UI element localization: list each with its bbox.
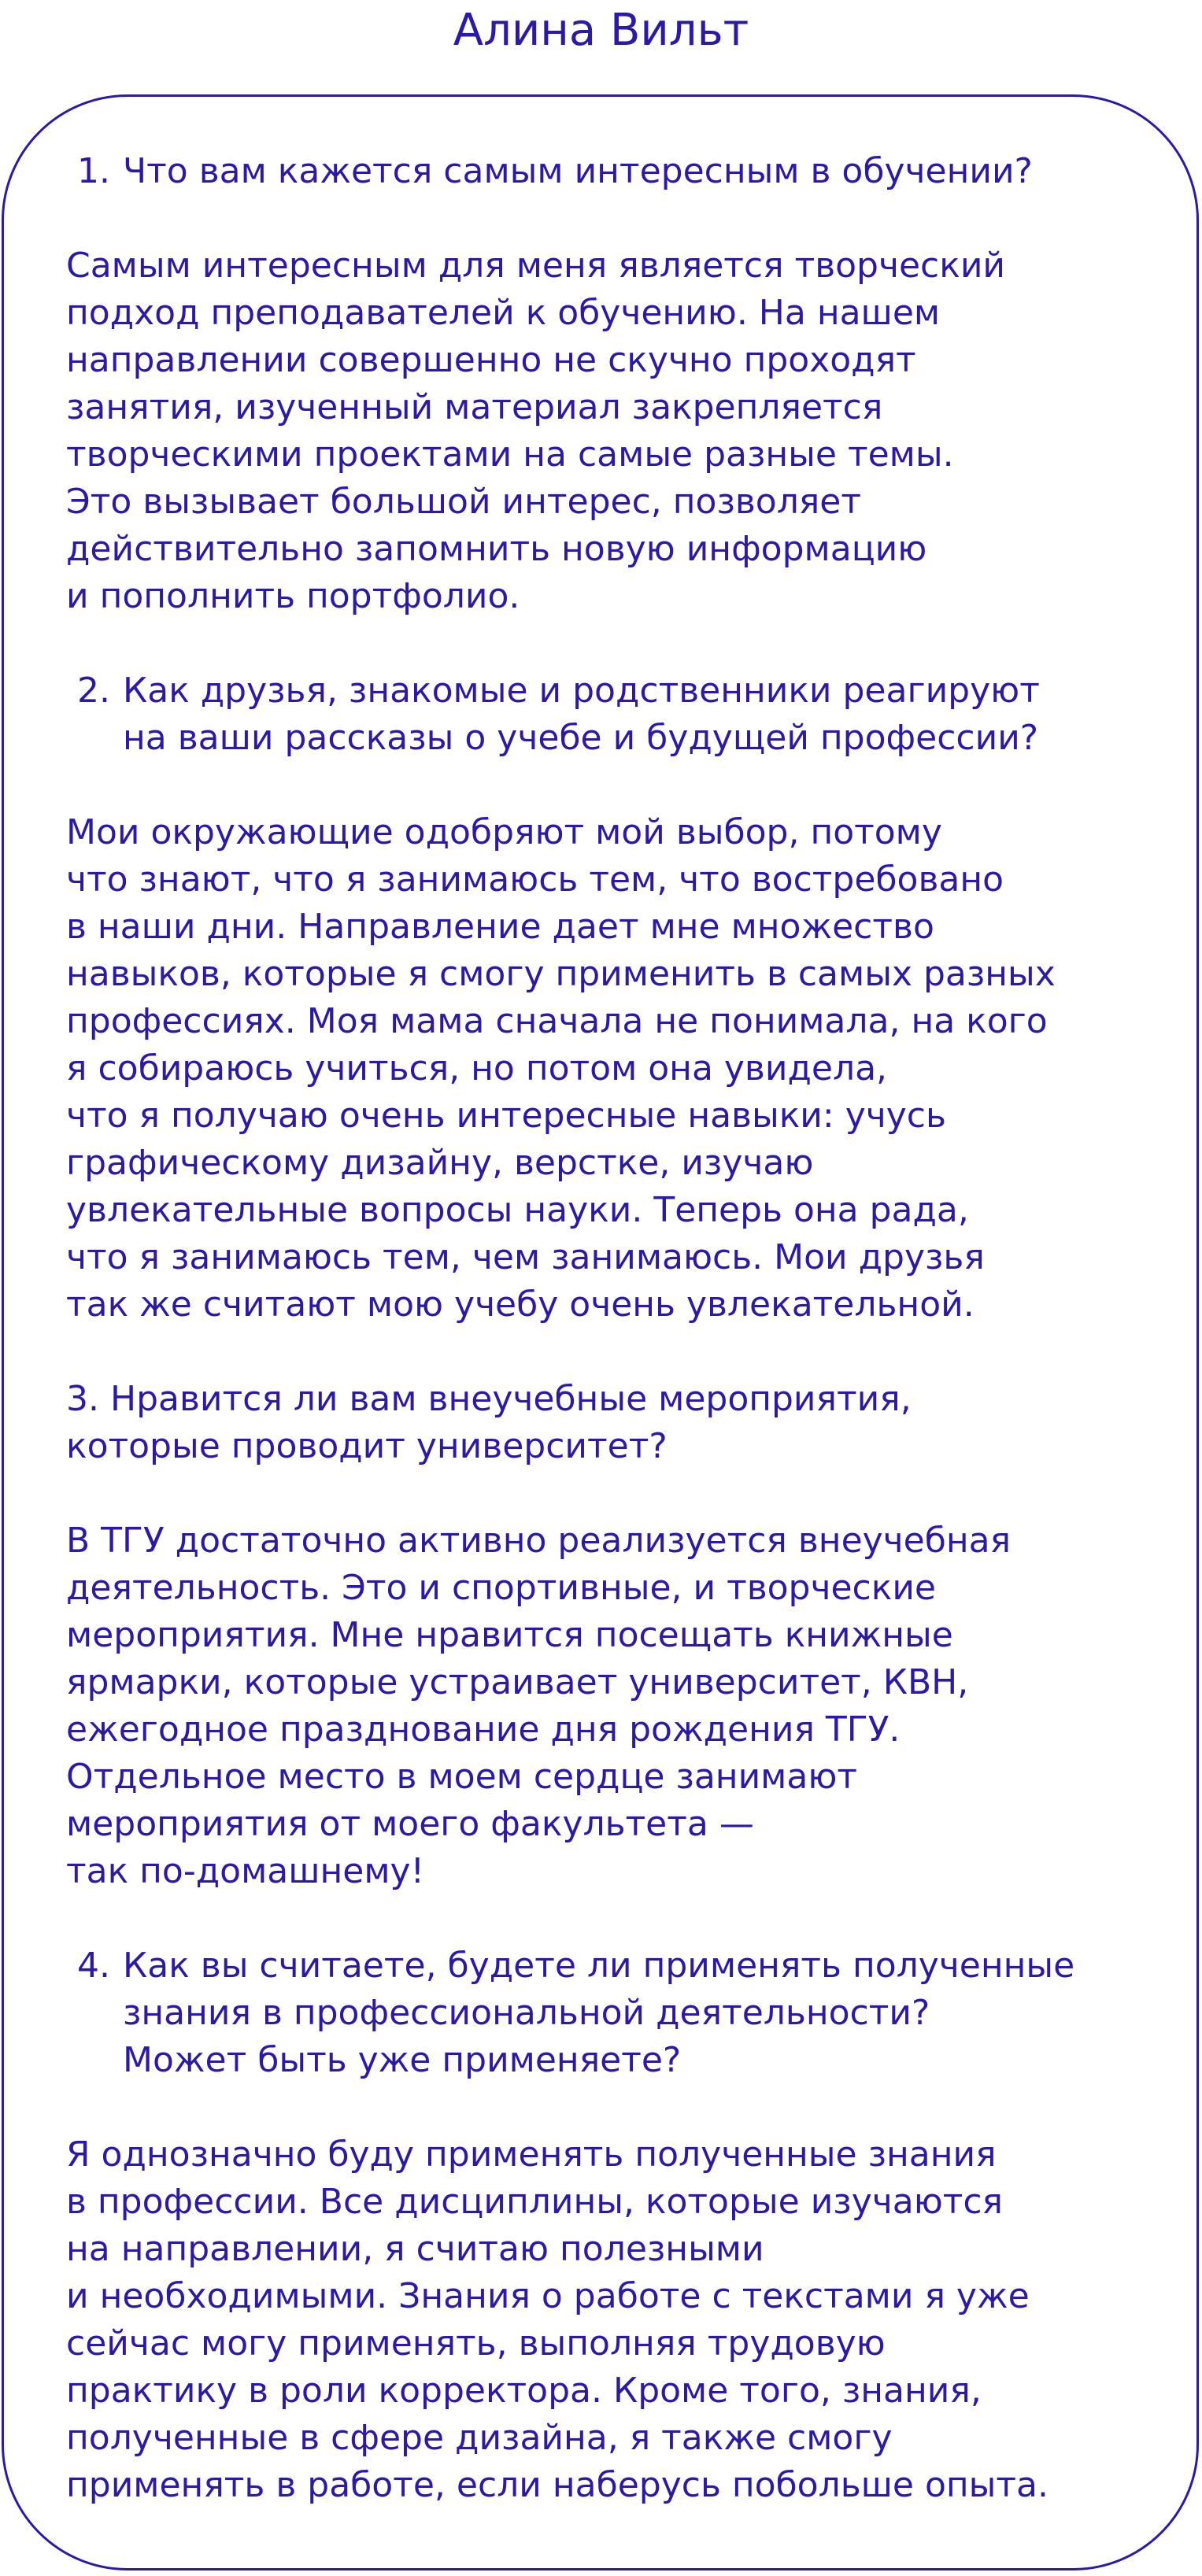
answer-line: навыков, которые я смогу применить в самых разных <box>66 954 1056 994</box>
question-2 <box>66 667 1145 762</box>
answer-4 <box>66 2131 1145 2509</box>
answer-line: деятельность. Это и спортивные, и творческие <box>66 1568 936 1608</box>
answer-line: и пополнить портфолио. <box>66 576 520 616</box>
answer-line: направлении совершенно не скучно проходят <box>66 340 916 380</box>
answer-line: Мои окружающие одобряют мой выбор, потому <box>66 812 942 852</box>
answer-line: Я однозначно буду применять полученные знания <box>66 2134 997 2175</box>
answer-line: ежегодное празднование дня рождения ТГУ. <box>66 1709 901 1750</box>
answer-line: что я занимаюсь тем, чем занимаюсь. Мои друзья <box>66 1237 985 1277</box>
question-4 <box>66 1942 1145 2084</box>
question-line: Может быть уже применяете? <box>123 2040 682 2080</box>
answer-line: профессиях. Моя мама сначала не понимала, на кого <box>66 1001 1048 1041</box>
answer-2 <box>66 809 1145 1329</box>
answer-line: я собираюсь учиться, но потом она увидела, <box>66 1048 888 1088</box>
answer-line: Это вызывает большой интерес, позволяет <box>66 482 861 522</box>
answer-line: в профессии. Все дисциплины, которые изучаются <box>66 2182 1004 2222</box>
question-line: которые проводит университет? <box>66 1426 668 1466</box>
answer-line: и необходимыми. Знания о работе с текстами я уже <box>66 2276 1030 2316</box>
answer-line: так же считают мою учебу очень увлекательной. <box>66 1284 975 1325</box>
question-line: на ваши рассказы о учебе и будущей профессии? <box>123 718 1039 758</box>
answer-line: в наши дни. Направление дает мне множество <box>66 907 934 947</box>
question-number: 3. <box>66 1379 99 1419</box>
answer-line: практику в роли корректора. Кроме того, знания, <box>66 2371 982 2411</box>
answer-line: мероприятия. Мне нравится посещать книжные <box>66 1615 953 1655</box>
answer-line: так по-домашнему! <box>66 1851 425 1891</box>
answer-line: полученные в сфере дизайна, я также смогу <box>66 2418 893 2458</box>
question-line-text: Нравится ли вам внеучебные мероприятия, <box>109 1379 912 1419</box>
answer-line: увлекательные вопросы науки. Теперь она рада, <box>66 1190 969 1230</box>
question-line: Что вам кажется самым интересным в обучении? <box>123 151 1033 191</box>
answer-line: занятия, изученный материал закрепляется <box>66 387 883 427</box>
answer-line: творческими проектами на самые разные темы. <box>66 434 954 475</box>
page-title: Алина Вильт <box>453 5 749 56</box>
answer-line: мероприятия от моего факультета — <box>66 1804 754 1844</box>
question-number: 1. <box>77 151 110 191</box>
answer-line: Самым интересным для меня является творческий <box>66 246 1006 286</box>
answer-line: на направлении, я считаю полезными <box>66 2229 764 2269</box>
answer-line: действительно запомнить новую информацию <box>66 529 927 569</box>
answer-line: что знают, что я занимаюсь тем, что востребовано <box>66 859 1004 900</box>
answer-line: сейчас могу применять, выполняя трудовую <box>66 2323 886 2363</box>
answer-line: применять в работе, если наберусь побольше опыта. <box>66 2465 1049 2505</box>
question-1 <box>66 148 1145 195</box>
answer-line: графическому дизайну, верстке, изучаю <box>66 1143 814 1183</box>
question-3 <box>66 1376 1145 1470</box>
question-number: 4. <box>77 1946 110 1986</box>
answer-line: Отдельное место в моем сердце занимают <box>66 1757 857 1797</box>
question-line <box>66 1376 1145 1423</box>
answer-line: подход преподавателей к обучению. На нашем <box>66 293 941 333</box>
question-number: 2. <box>77 671 110 711</box>
qa-item-4 <box>66 1942 1145 2509</box>
qa-item-2 <box>66 667 1145 1329</box>
answer-1 <box>66 242 1145 620</box>
question-line: знания в профессиональной деятельности? <box>123 1993 930 2033</box>
answer-line: что я получаю очень интересные навыки: учусь <box>66 1096 946 1136</box>
answer-line: ярмарки, которые устраивает университет, КВН, <box>66 1662 969 1702</box>
question-line: Как вы считаете, будете ли применять полученные <box>123 1946 1075 1986</box>
qa-item-1 <box>66 148 1145 620</box>
interview-content <box>66 148 1145 2556</box>
question-line: Как друзья, знакомые и родственники реагируют <box>123 671 1040 711</box>
qa-item-3 <box>66 1376 1145 1895</box>
answer-line: В ТГУ достаточно активно реализуется внеучебная <box>66 1521 1012 1561</box>
answer-3 <box>66 1517 1145 1895</box>
